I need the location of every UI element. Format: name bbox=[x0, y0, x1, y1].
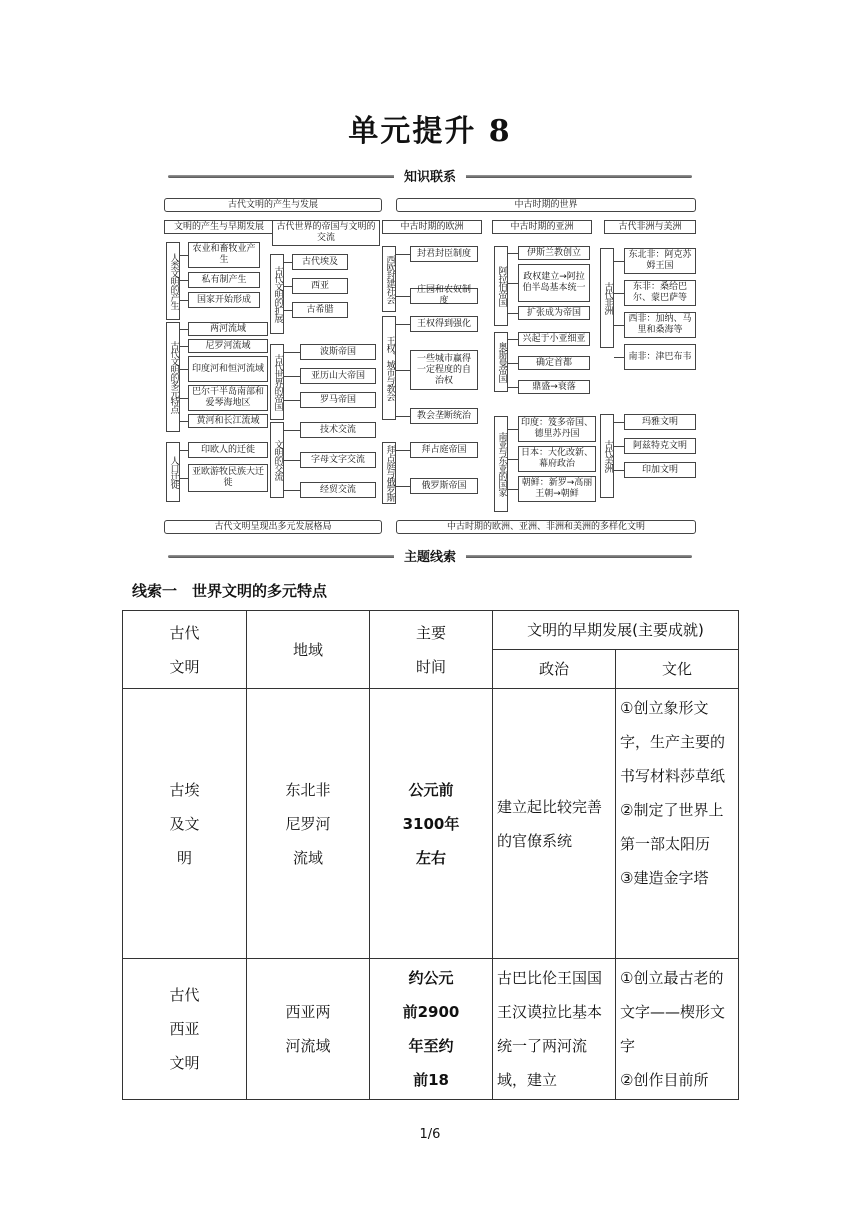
connector-line bbox=[396, 254, 410, 255]
connector-line bbox=[508, 429, 518, 430]
table-row bbox=[123, 959, 739, 1100]
diagram-item: 私有制产生 bbox=[188, 272, 260, 288]
page-title: 单元提升 8 bbox=[348, 114, 512, 149]
group-label: 拜占庭与俄罗斯 bbox=[382, 442, 396, 504]
connector-line bbox=[614, 293, 624, 294]
diagram-item: 兴起于小亚细亚 bbox=[518, 332, 590, 346]
header-time: 主要 时间 bbox=[370, 611, 493, 689]
diagram-item: 两河流域 bbox=[188, 322, 268, 336]
diagram-top-left: 古代文明的产生与发展 bbox=[164, 198, 382, 212]
connector-line bbox=[396, 416, 410, 417]
diagram-item: 阿兹特克文明 bbox=[624, 438, 696, 454]
diagram-item: 西亚 bbox=[292, 278, 348, 294]
diagram-item: 教会垄断统治 bbox=[410, 408, 478, 424]
diagram-item: 东非：桑给巴尔、蒙巴萨等 bbox=[624, 280, 696, 306]
knowledge-diagram bbox=[160, 192, 700, 537]
diagram-item: 封君封臣制度 bbox=[410, 246, 478, 262]
connector-line bbox=[180, 398, 188, 399]
knowledge-banner-label: 知识联系 bbox=[394, 166, 466, 185]
civilization-table bbox=[122, 610, 739, 1100]
connector-line bbox=[180, 421, 188, 422]
group-label: 王权、城市与教会 bbox=[382, 316, 396, 420]
knowledge-banner bbox=[168, 166, 692, 186]
group-label: 古代文明的多元特点 bbox=[166, 322, 180, 432]
cell-region: 西亚两 河流域 bbox=[247, 959, 370, 1100]
cell-civ: 古埃 及文 明 bbox=[123, 689, 247, 959]
header-politics: 政治 bbox=[493, 650, 616, 689]
connector-line bbox=[284, 430, 300, 431]
diagram-item: 尼罗河流域 bbox=[188, 339, 268, 353]
diagram-item: 东北非：阿克苏姆王国 bbox=[624, 248, 696, 274]
connector-line bbox=[396, 324, 410, 325]
connector-line bbox=[284, 490, 300, 491]
connector-line bbox=[614, 325, 624, 326]
cell-region: 东北非 尼罗河 流域 bbox=[247, 689, 370, 959]
diagram-item: 扩张成为帝国 bbox=[518, 306, 590, 320]
connector-line bbox=[508, 339, 518, 340]
header-civilization: 古代 文明 bbox=[123, 611, 247, 689]
diagram-item: 政权建立→阿拉伯半岛基本统一 bbox=[518, 264, 590, 302]
connector-line bbox=[284, 460, 300, 461]
diagram-item: 伊斯兰教创立 bbox=[518, 246, 590, 260]
cell-culture: ①创立最古老的文字——楔形文字 ②创作目前所 bbox=[616, 959, 739, 1100]
group-label: 古代文明的扩展 bbox=[270, 254, 284, 334]
diagram-item: 罗马帝国 bbox=[300, 392, 376, 408]
diagram-item: 波斯帝国 bbox=[300, 344, 376, 360]
connector-line bbox=[614, 261, 624, 262]
connector-line bbox=[396, 450, 410, 451]
cell-politics: 古巴比伦王国国王汉谟拉比基本统一了两河流域，建立 bbox=[493, 959, 616, 1100]
clue-banner-label: 主题线索 bbox=[394, 546, 466, 565]
diagram-item: 古希腊 bbox=[292, 302, 348, 318]
diagram-item: 庄园和农奴制度 bbox=[410, 288, 478, 304]
header-culture: 文化 bbox=[616, 650, 739, 689]
connector-line bbox=[180, 478, 188, 479]
connector-line bbox=[180, 450, 188, 451]
diagram-item: 古代埃及 bbox=[292, 254, 348, 270]
connector-line bbox=[180, 346, 188, 347]
column-header: 古代世界的帝国与文明的交流 bbox=[272, 220, 380, 246]
diagram-item: 黄河和长江流域 bbox=[188, 414, 268, 428]
connector-line bbox=[508, 489, 518, 490]
connector-line bbox=[614, 446, 624, 447]
connector-line bbox=[508, 253, 518, 254]
connector-line bbox=[508, 313, 518, 314]
column-header: 文明的产生与早期发展 bbox=[164, 220, 274, 234]
diagram-item: 西非：加纳、马里和桑海等 bbox=[624, 312, 696, 338]
group-label: 奥斯曼帝国 bbox=[494, 332, 508, 392]
diagram-item: 朝鲜：新罗→高丽王朝→朝鲜 bbox=[518, 476, 596, 502]
diagram-item: 南非：津巴布韦 bbox=[624, 344, 696, 370]
connector-line bbox=[508, 363, 518, 364]
cell-time: 约公元 前2900 年至约 前18 bbox=[370, 959, 493, 1100]
diagram-item: 经贸交流 bbox=[300, 482, 376, 498]
connector-line bbox=[284, 286, 292, 287]
group-label: 阿拉伯帝国 bbox=[494, 246, 508, 326]
cell-civ: 古代 西亚 文明 bbox=[123, 959, 247, 1100]
diagram-item: 农业和畜牧业产生 bbox=[188, 242, 260, 268]
connector-line bbox=[508, 387, 518, 388]
group-label: 人类文明的产生 bbox=[166, 242, 180, 320]
diagram-item: 日本：大化改新、幕府政治 bbox=[518, 446, 596, 472]
group-label: 古代美洲 bbox=[600, 414, 614, 498]
group-label: 文明的交流 bbox=[270, 422, 284, 498]
diagram-item: 亚欧游牧民族大迁徙 bbox=[188, 464, 268, 492]
header-region: 地域 bbox=[247, 611, 370, 689]
connector-line bbox=[180, 369, 188, 370]
connector-line bbox=[396, 370, 410, 371]
connector-line bbox=[180, 255, 188, 256]
connector-line bbox=[180, 329, 188, 330]
connector-line bbox=[614, 357, 624, 358]
diagram-item: 国家开始形成 bbox=[188, 292, 260, 308]
diagram-bottom-left: 古代文明呈现出多元发展格局 bbox=[164, 520, 382, 534]
group-label: 人口迁徙 bbox=[166, 442, 180, 502]
diagram-item: 拜占庭帝国 bbox=[410, 442, 478, 458]
connector-line bbox=[614, 470, 624, 471]
connector-line bbox=[284, 310, 292, 311]
section-title: 线索一 世界文明的多元特点 bbox=[132, 582, 328, 600]
column-header: 古代非洲与美洲 bbox=[604, 220, 696, 234]
diagram-item: 巴尔干半岛南部和爱琴海地区 bbox=[188, 385, 268, 411]
diagram-item: 印加文明 bbox=[624, 462, 696, 478]
diagram-item: 王权得到强化 bbox=[410, 316, 478, 332]
connector-line bbox=[180, 280, 188, 281]
connector-line bbox=[180, 300, 188, 301]
connector-line bbox=[284, 352, 300, 353]
diagram-item: 确定首都 bbox=[518, 356, 590, 370]
diagram-item: 亚历山大帝国 bbox=[300, 368, 376, 384]
table-row bbox=[123, 689, 739, 959]
group-label: 古代世界的帝国 bbox=[270, 344, 284, 420]
clue-banner bbox=[168, 546, 692, 566]
diagram-top-right: 中古时期的世界 bbox=[396, 198, 696, 212]
connector-line bbox=[508, 459, 518, 460]
diagram-item: 字母文字交流 bbox=[300, 452, 376, 468]
diagram-bottom-right: 中古时期的欧洲、亚洲、非洲和美洲的多样化文明 bbox=[396, 520, 696, 534]
connector-line bbox=[508, 283, 518, 284]
group-label: 古代非洲 bbox=[600, 248, 614, 348]
diagram-item: 印度河和恒河流域 bbox=[188, 356, 268, 382]
diagram-item: 印欧人的迁徙 bbox=[188, 442, 268, 458]
connector-line bbox=[396, 486, 410, 487]
cell-culture: ①创立象形文字，生产主要的书写材料莎草纸 ②制定了世界上第一部太阳历 ③建造金字塔 bbox=[616, 689, 739, 959]
header-development: 文明的早期发展(主要成就) bbox=[493, 611, 739, 650]
diagram-item: 玛雅文明 bbox=[624, 414, 696, 430]
diagram-item: 俄罗斯帝国 bbox=[410, 478, 478, 494]
connector-line bbox=[284, 376, 300, 377]
connector-line bbox=[396, 296, 410, 297]
cell-time: 公元前 3100年 左右 bbox=[370, 689, 493, 959]
group-label: 南亚与东亚的国家 bbox=[494, 416, 508, 512]
column-header: 中古时期的欧洲 bbox=[382, 220, 482, 234]
diagram-item: 印度：笈多帝国、德里苏丹国 bbox=[518, 416, 596, 442]
diagram-item: 技术交流 bbox=[300, 422, 376, 438]
diagram-item: 鼎盛→衰落 bbox=[518, 380, 590, 394]
page-number: 1/6 bbox=[419, 1127, 441, 1142]
connector-line bbox=[614, 422, 624, 423]
column-header: 中古时期的亚洲 bbox=[492, 220, 592, 234]
group-label: 西欧封建社会 bbox=[382, 246, 396, 312]
diagram-item: 一些城市赢得一定程度的自治权 bbox=[410, 350, 478, 390]
cell-politics: 建立起比较完善的官僚系统 bbox=[493, 689, 616, 959]
connector-line bbox=[284, 400, 300, 401]
connector-line bbox=[284, 262, 292, 263]
